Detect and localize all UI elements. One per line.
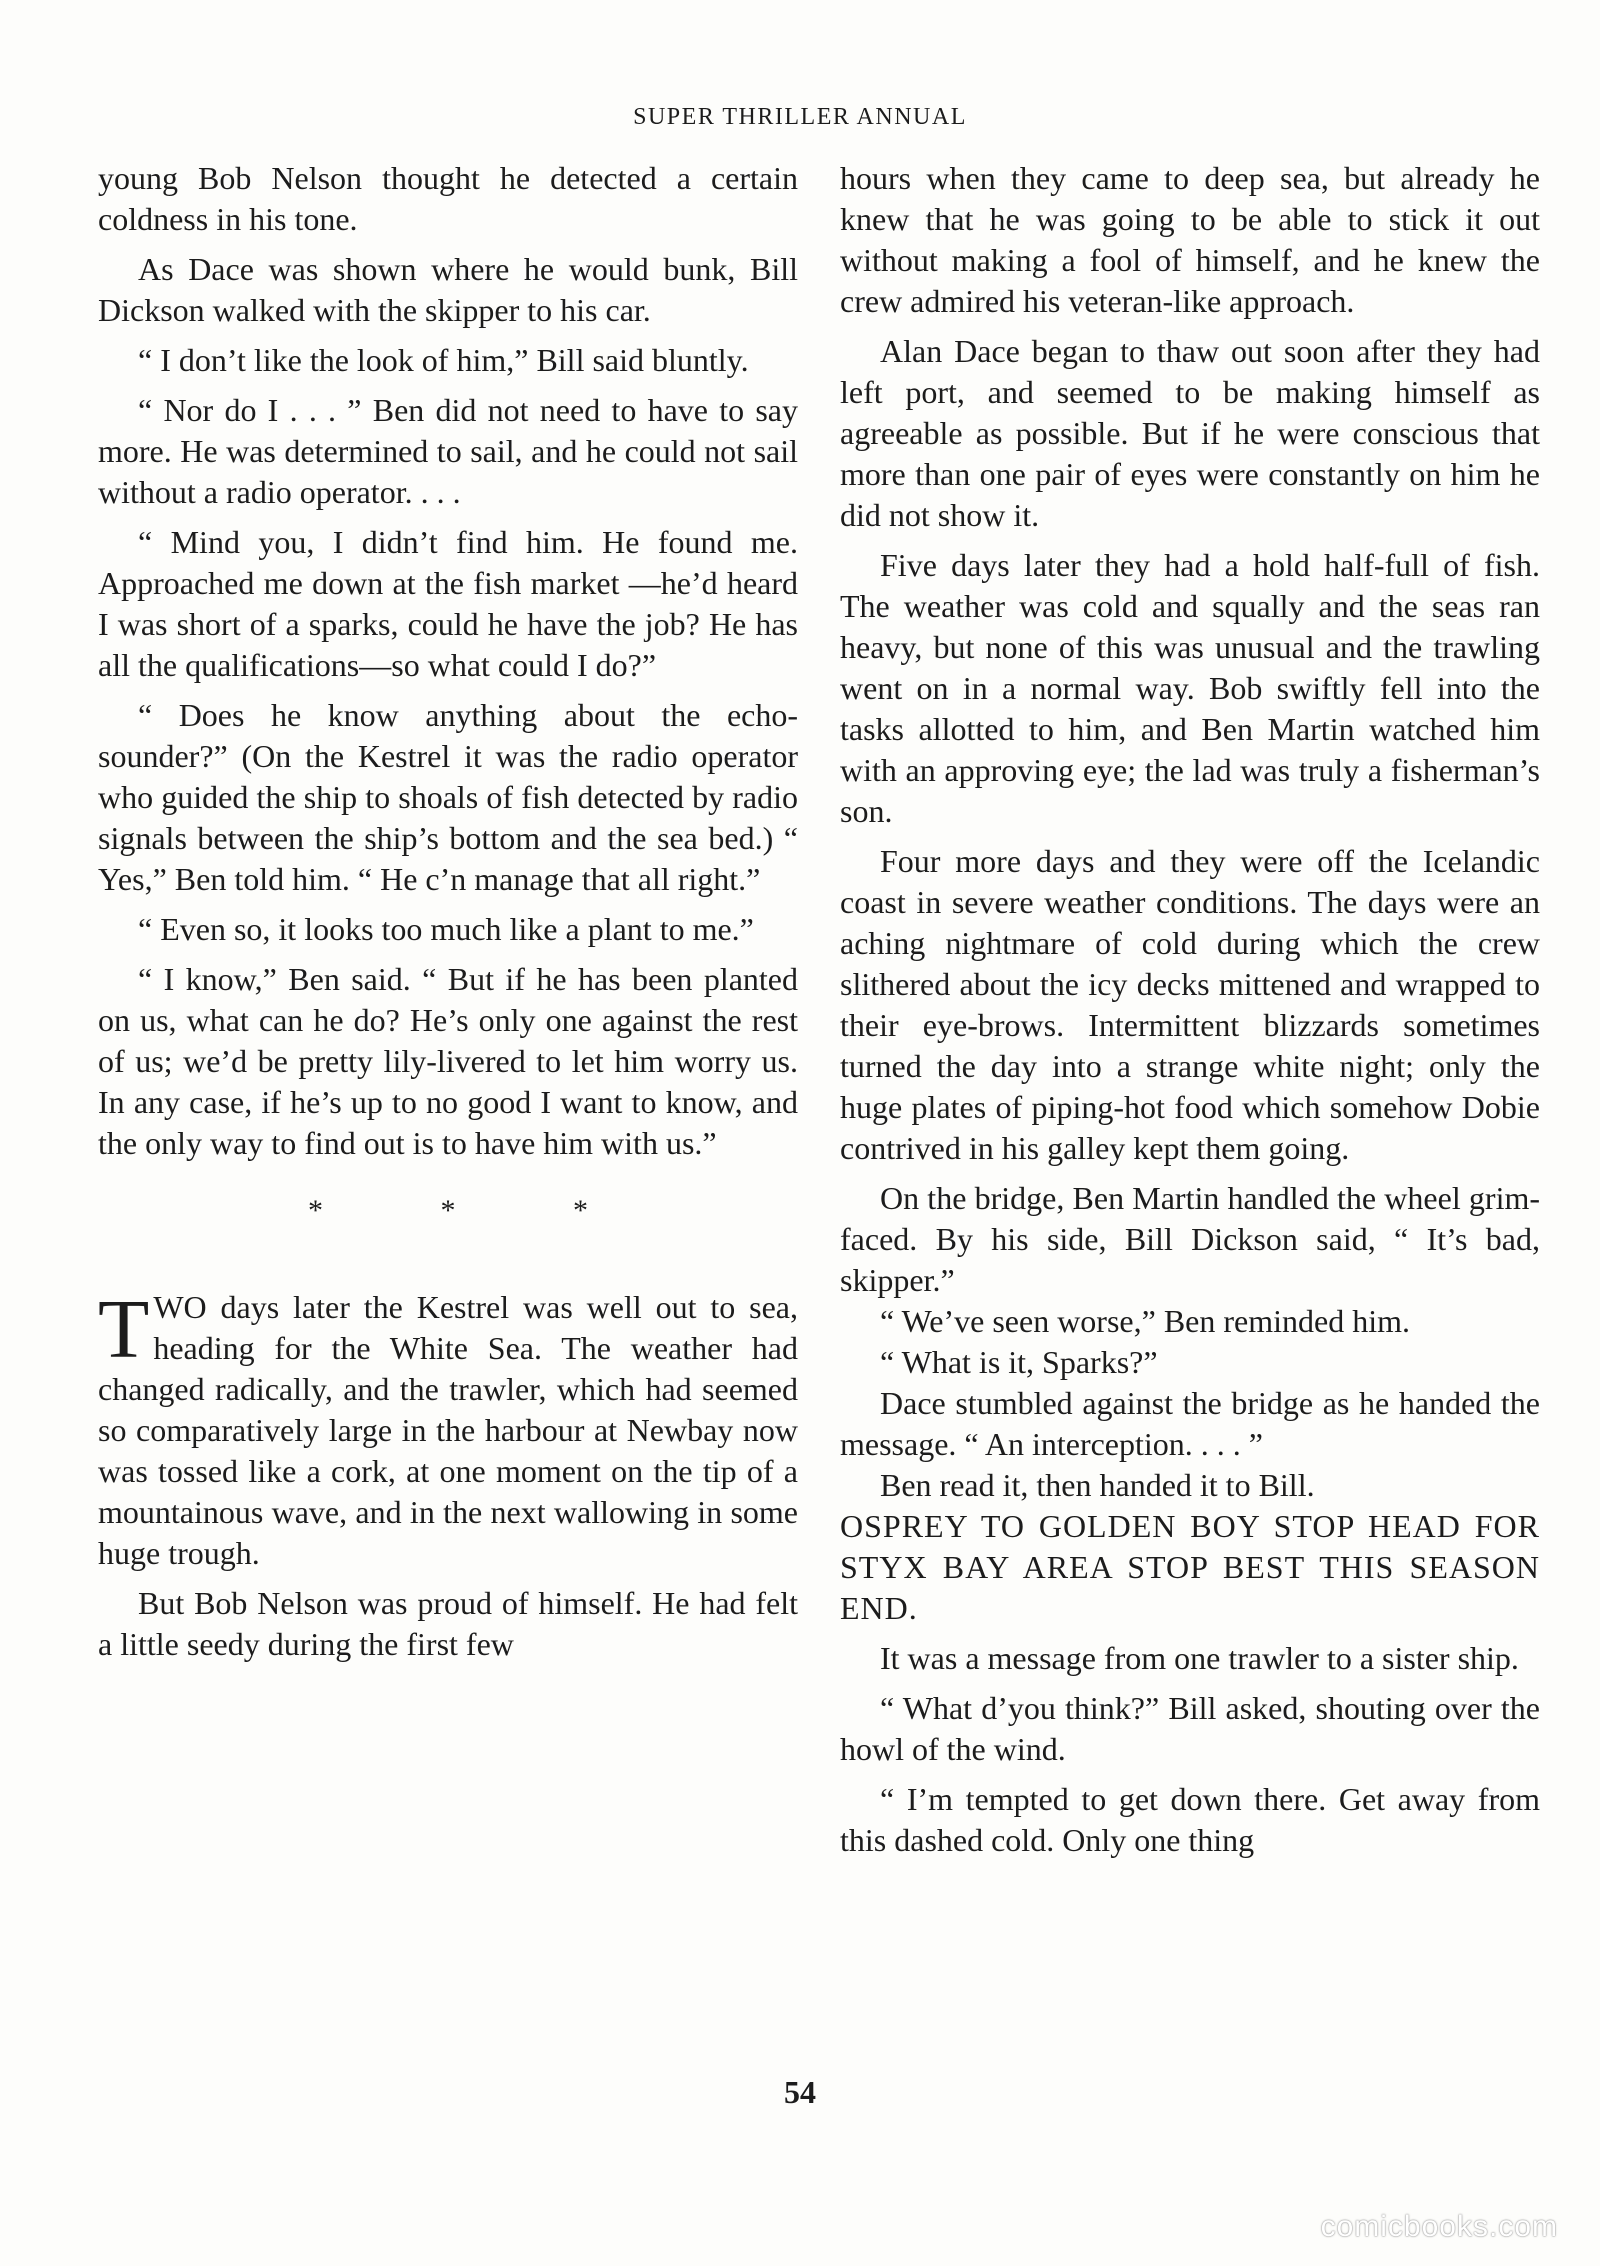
paragraph: But Bob Nelson was proud of himself. He had felt a little seedy during the first few — [98, 1585, 798, 1662]
paragraph: “ Nor do I . . . ” Ben did not need to have to say more. He was determined to sail, and he could not sail without a radio operator. . . . — [98, 392, 798, 510]
paragraph: “ Mind you, I didn’t find him. He found me. Approached me down at the fish market —he’d heard I was short of a sparks, could he have the job? He has all the qualifications—so what could I do?” — [98, 524, 798, 683]
paragraph: It was a message from one trawler to a sister ship. — [880, 1640, 1519, 1676]
paragraph: “ Even so, it looks too much like a plant to me.” — [138, 911, 754, 947]
telegram-message: OSPREY TO GOLDEN BOY STOP HEAD FOR STYX BAY AREA STOP BEST THIS SEASON END. — [840, 1508, 1540, 1626]
paragraph: “ I don’t like the look of him,” Bill said bluntly. — [138, 342, 749, 378]
paragraph-text: WO days later the Kestrel was well out to sea, heading for the White Sea. The weather had changed radically, and the trawler, which had seemed so comparatively large in the harbour at Newbay now was tossed like a cork, at one moment on the tip of a mountainous wave, and in the next wallowing in some huge trough. — [98, 1289, 798, 1571]
paragraph: Alan Dace began to thaw out soon after they had left port, and seemed to be making himself as agreeable as possible. But if he were conscious that more than one pair of eyes were constantly on him he did not show it. — [840, 333, 1540, 533]
watermark: comicbooks.com — [1320, 2210, 1558, 2243]
paragraph: Dace stumbled against the bridge as he handed the message. “ An interception. . . . ” — [840, 1385, 1540, 1462]
paragraph: Five days later they had a hold half-full of fish. The weather was cold and squally and the seas ran heavy, but none of this was unusual and the trawling went on in a normal way. Bob swiftly fell into the tasks allotted to him, and Ben Martin watched him with an approving eye; the lad was truly a fisherman’s son. — [840, 547, 1540, 829]
right-column — [840, 158, 1540, 1870]
paragraph: hours when they came to deep sea, but already he knew that he was going to be able to stick it out without making a fool of himself, and he knew the crew admired his veteran-like approach. — [840, 160, 1540, 319]
paragraph: “ I know,” Ben said. “ But if he has been planted on us, what can he do? He’s only one against the rest of us; we’d be pretty lily-livered to let him worry us. In any case, if he’s up to no good I want to know, and the only way to find out is to have him with us.” — [98, 961, 798, 1161]
paragraph: “ What is it, Sparks?” — [880, 1344, 1158, 1380]
paragraph: “ We’ve seen worse,” Ben reminded him. — [880, 1303, 1410, 1339]
drop-cap: T — [98, 1283, 150, 1376]
paragraph: “ I’m tempted to get down there. Get away from this dashed cold. Only one thing — [840, 1781, 1540, 1858]
paragraph: On the bridge, Ben Martin handled the wheel grim-faced. By his side, Bill Dickson said, “ It’s bad, skipper.” — [840, 1180, 1540, 1298]
left-column — [98, 158, 798, 1674]
paragraph: young Bob Nelson thought he detected a certain coldness in his tone. — [98, 160, 798, 237]
running-header: SUPER THRILLER ANNUAL — [633, 104, 967, 130]
paragraph: “ Does he know anything about the echo-sounder?” (On the Kestrel it was the radio operator who guided the ship to shoals of fish detected by radio signals between the ship’s bottom and the sea bed.) “ Yes,” Ben told him. “ He c’n manage that all right.” — [98, 697, 798, 897]
paragraph: Four more days and they were off the Icelandic coast in severe weather conditions. The days were an aching nightmare of cold during which the crew slithered about the icy decks mittened and wrapped to their eye-brows. Intermittent blizzards sometimes turned the day into a strange white night; only the huge plates of piping-hot food which somehow Dobie contrived in his galley kept them going. — [840, 843, 1540, 1166]
paragraph: As Dace was shown where he would bunk, Bill Dickson walked with the skipper to his car. — [98, 251, 798, 328]
paragraph-with-dropcap — [98, 1283, 798, 1574]
paragraph: Ben read it, then handed it to Bill. — [880, 1467, 1315, 1503]
paragraph: “ What d’you think?” Bill asked, shouting over the howl of the wind. — [840, 1690, 1540, 1767]
page-number: 54 — [784, 2074, 816, 2110]
section-break: * * * — [308, 1194, 588, 1227]
